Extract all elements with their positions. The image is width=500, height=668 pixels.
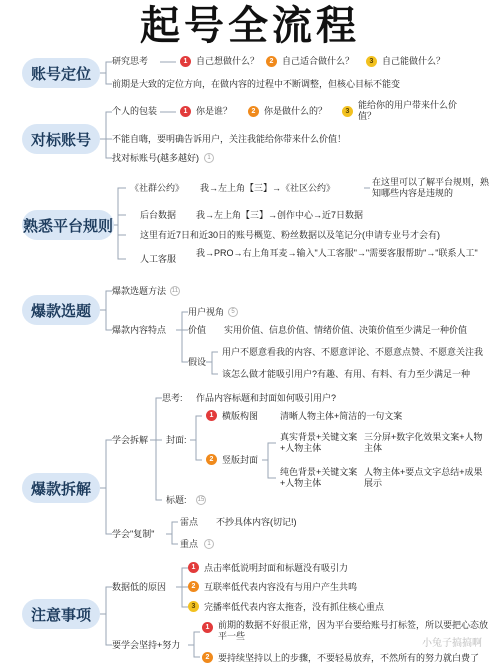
user-view: 用户视角 [188,307,225,317]
find-benchmark-text: 找对标账号(越多越好) [112,153,199,163]
thunder-label: 雷点 [180,517,199,527]
count-circle: 11 [171,288,179,294]
hypo-2: 该怎么做才能吸引用户?有趣、有用、有料、有力至少满足一种 [222,369,471,379]
count-circle: 1 [204,153,214,163]
pure-bg: 纯色背景+关键文案+人物主体 [280,467,358,488]
learn-copy: 学会"复制" [112,529,155,539]
topic-method: 爆款选题方法 [112,286,167,296]
page-title: 起号全流程 [140,3,360,49]
count-circle: 1 [204,539,214,549]
reason-3: 完播率低代表内容太拖沓，没有抓住核心重点 [204,602,385,612]
pure-desc: 人物主体+要点文字总结+成果展示 [364,467,483,488]
headline-label: 标题: [166,495,187,505]
no-boast-text: 不能自嗨，要明确告诉用户，关注我能给你带来什么价值！ [112,134,347,144]
badge-1: 1 [206,410,217,421]
count-circle: 15 [197,497,205,503]
reason-2: 互联率低代表内容没有与用户产生共鸣 [204,582,358,592]
learn-split: 学会拆解 [112,435,149,445]
badge-2: 2 [202,652,213,663]
horizontal-layout: 横版构图 [222,411,259,421]
service-label: 人工客服 [140,254,177,264]
badge-1: 1 [202,622,213,633]
section-platform-rules: 熟悉平台规则 [22,210,114,240]
vertical-cover: 竖版封面 [222,455,259,465]
reason-1: 点击率低说明封面和标题没有吸引力 [204,563,349,573]
badge-1: 1 [188,562,199,573]
badge-3: 3 [188,601,199,612]
badge-2: 2 [266,56,277,67]
section-notes: 注意事项 [22,599,100,629]
horizontal-desc: 清晰人物主体+简洁的一句文案 [280,411,403,421]
community-path: 我→左上角【三】→《社区公约》 [200,183,336,193]
service-path: 我→PRO→右上角耳麦→输入"人工客服"→"需要客服帮助"→"联系人工" [196,248,478,258]
section-account-positioning: 账号定位 [22,58,100,88]
q1: 自己想做什么？ [196,56,260,66]
q2: 自己适合做什么？ [282,56,355,66]
real-bg: 真实背景+关键文案+人物主体 [280,432,358,453]
cover-label: 封面: [166,435,187,445]
badge-2: 2 [188,581,199,592]
value-label: 价值 [188,325,207,335]
section-hit-breakdown: 爆款拆解 [22,473,100,503]
badge-1: 1 [180,56,191,67]
hypo-1: 用户不愿意看我的内容、不愿意评论、不愿意点赞、不愿意关注我 [222,347,484,357]
q-value: 能给你的用户带来什么价值？ [358,100,458,121]
section-hit-topics: 爆款选题 [22,295,100,325]
watermark: 小兔子搞搞啊 [422,638,482,649]
premise-text: 前期是大致的定位方向，在做内容的过程中不断调整，但核心目标不能变 [112,79,401,89]
content-features: 爆款内容特点 [112,325,167,335]
q-who: 你是谁？ [196,106,233,116]
think-desc: 作品内容标题和封面如何吸引用户? [196,393,337,403]
persist-1: 前期的数据不好很正常，因为平台要给账号打标签，所以要把心态放平一些 [218,620,489,641]
badge-2: 2 [248,106,259,117]
think-label: 思考: [162,393,183,403]
badge-1: 1 [180,106,191,117]
badge-3: 3 [366,56,377,67]
community-note: 在这里可以了解平台规则，熟知哪些内容是违规的 [372,177,490,198]
backend-path: 我→左上角【三】→创作中心→近7日数据 [196,210,364,220]
badge-2: 2 [206,454,217,465]
value-desc: 实用价值、信息价值、情绪价值、决策价值至少满足一种价值 [224,325,468,335]
hypo-label: 假设 [188,357,207,367]
key-label: 重点 [180,539,199,549]
research-label: 研究思考 [112,56,149,66]
q-what: 你是做什么的？ [264,106,328,116]
packaging-label: 个人的包装 [112,106,158,116]
section-benchmark-accounts: 对标账号 [22,124,100,154]
real-desc: 三分屏+数字化效果文案+人物主体 [364,432,483,453]
persist-label: 要学会坚持+努力 [112,640,181,650]
backend-label: 后台数据 [140,210,177,220]
backend-note: 这里有近7日和近30日的账号概览、粉丝数据以及笔记分(申请专业号才会有) [140,230,441,240]
q3: 自己能做什么？ [382,56,446,66]
badge-3: 3 [342,106,353,117]
community-label: 《社群公约》 [130,183,185,193]
low-data-reason: 数据低的原因 [112,582,167,592]
count-circle: 5 [228,307,238,317]
persist-2: 要持续坚持以上的步骤，不要轻易放弃，不然所有的努力就白费了 [218,653,480,663]
thunder-desc: 不抄具体内容(切记!) [216,517,297,527]
